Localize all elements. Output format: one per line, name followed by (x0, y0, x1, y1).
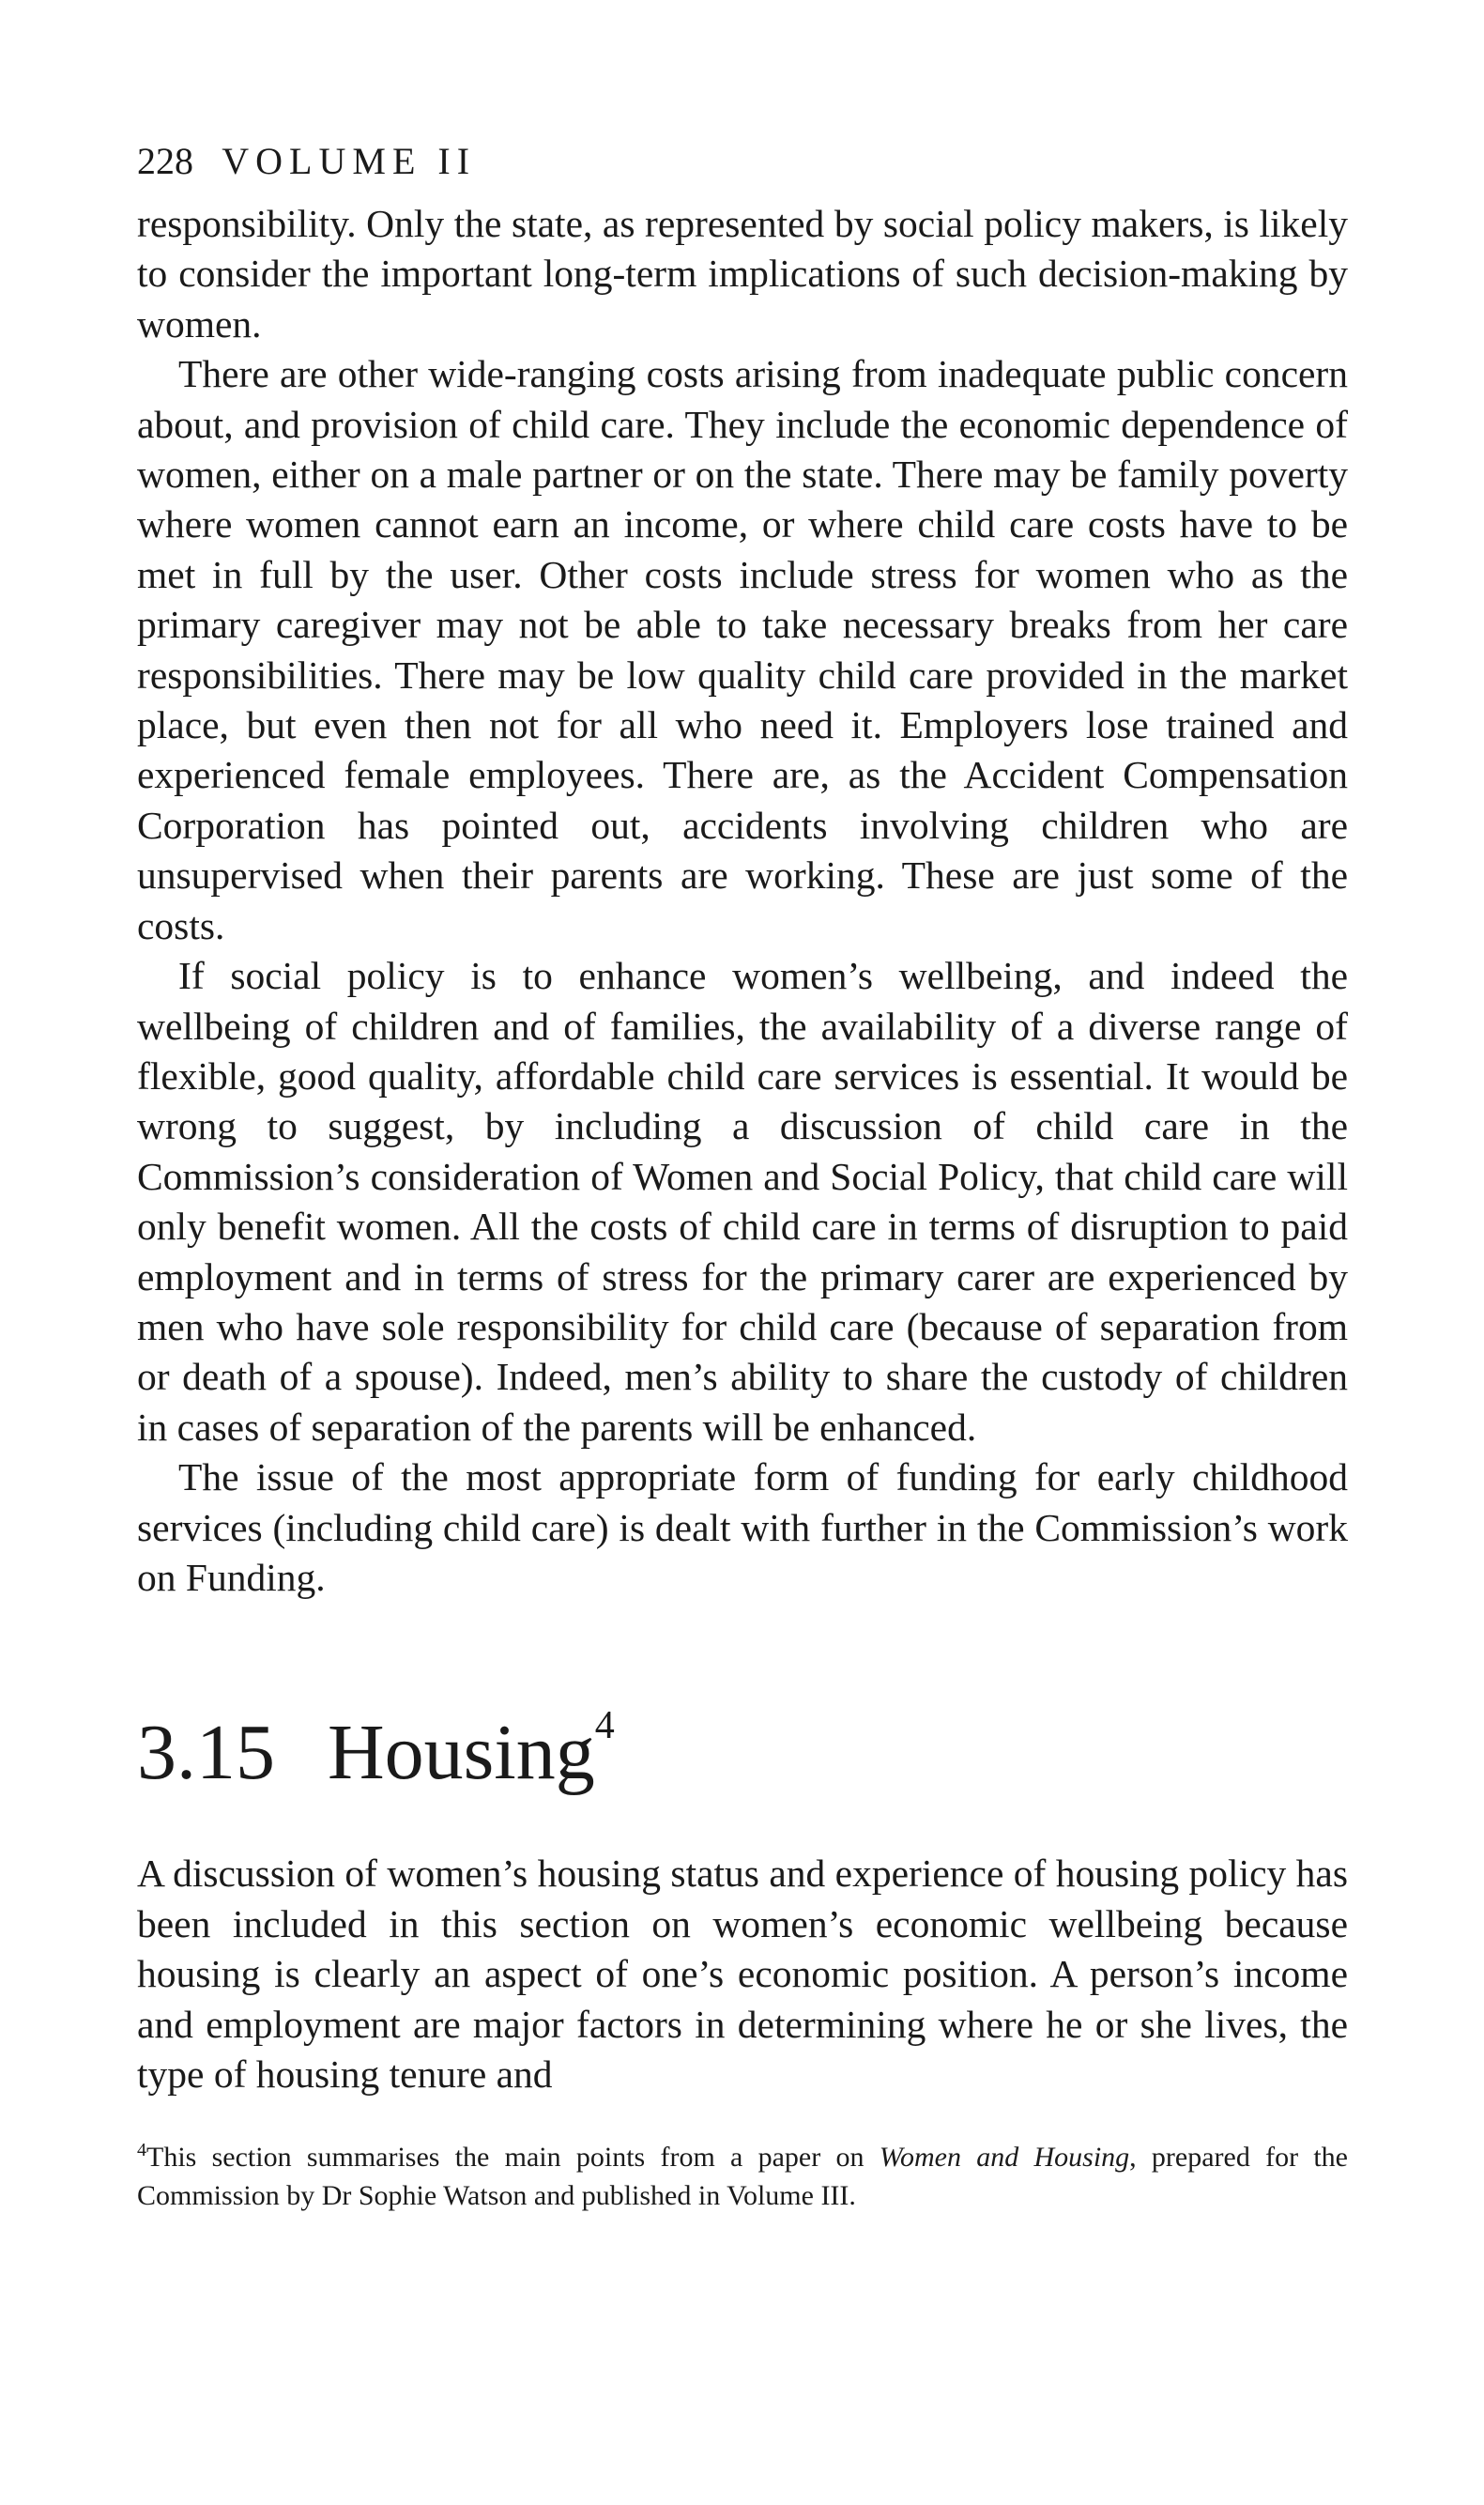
document-page (137, 113, 1348, 2215)
section-title: Housing (328, 1709, 595, 1797)
footnote-mark: 4 (137, 2140, 146, 2161)
volume-label: VOLUME II (222, 140, 477, 182)
body-paragraph-1: responsibility. Only the state, as represented by social policy makers, is likely to consider the important long-term implications of such decision-making by women. (137, 202, 1348, 346)
footnote-text-after: , prepared for the Commission by Dr Sophie Watson and published in Volume III. (137, 2142, 1348, 2212)
running-head (137, 140, 1348, 182)
section-paragraph: A discussion of women’s housing status and experience of housing policy has been included in this section on women’s economic wellbeing because housing is clearly an aspect of one’s economic position. A person’s income and employment are major factors in determining where he or she lives, the type of housing tenure and (137, 1852, 1348, 2096)
body-paragraph-3: If social policy is to enhance women’s wellbeing, and indeed the wellbeing of children and of families, the availability of a diverse range of flexible, good quality, affordable child care services is essential. It would be wrong to suggest, by including a discussion of child care in the Commission’s consideration of Women and Social Policy, that child care will only benefit women. All the costs of child care in terms of disruption to paid employment and in terms of stress for the primary carer are experienced by men who have sole responsibility for child care (because of separation from or death of a spouse). Indeed, men’s ability to share the custody of children in cases of separation of the parents will be enhanced. (137, 954, 1348, 1449)
section-heading (137, 1704, 1348, 1797)
footnote-reference: 4 (594, 1704, 615, 1748)
footnote (137, 2131, 1348, 2215)
body-paragraph-4: The issue of the most appropriate form of funding for early childhood services (including child care) is dealt with further in the Commission’s work on Funding. (137, 1455, 1348, 1599)
page-number: 228 (137, 140, 193, 182)
footnote-title: Women and Housing (879, 2142, 1130, 2174)
body-paragraph-2: There are other wide-ranging costs arising from inadequate public concern about, and provision of child care. They include the economic dependence of women, either on a male partner or on the state. There may be family poverty where women cannot earn an income, or where child care costs have to be met in full by the user. Other costs include stress for women who as the primary caregiver may not be able to take necessary breaks from her care responsibilities. There may be low quality child care provided in the market place, but even then not for all who need it. Employers lose trained and experienced female employees. There are, as the Accident Compensation Corporation has pointed out, accidents involving children who are unsupervised when their parents are working. These are just some of the costs. (137, 352, 1348, 947)
section-number: 3.15 (137, 1709, 275, 1797)
footnote-text-before: This section summarises the main points from a paper on (146, 2142, 880, 2174)
